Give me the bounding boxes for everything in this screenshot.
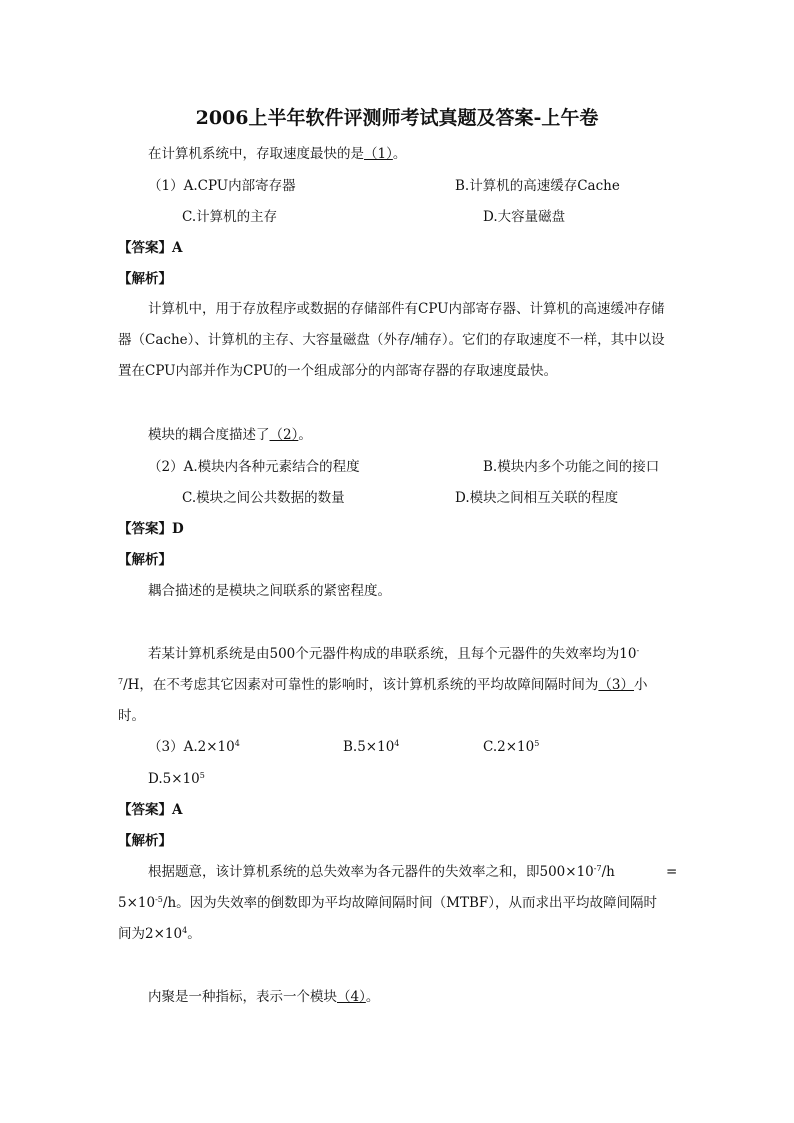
analysis-3-line2: $5\times 10^{-5}/h$。因为失效率的倒数即为平均故障间隔时间（MTBF），从而求出平均故障间隔时 bbox=[118, 895, 657, 911]
question-3-stem-line2: $^7$/H，在不考虑其它因素对可靠性的影响时，该计算机系统的平均故障间隔时间为（3）小 bbox=[118, 677, 648, 693]
option-2b: B.模块内多个功能之间的接口 bbox=[483, 459, 660, 475]
blank-4: （4） bbox=[337, 989, 366, 1005]
answer-2: 【答案】D bbox=[118, 521, 184, 537]
analysis-label-3: 【解析】 bbox=[118, 833, 172, 849]
blank-2: （2） bbox=[269, 427, 299, 443]
option-2c: C.模块之间公共数据的数量 bbox=[182, 490, 345, 506]
question-4-stem: 内聚是一种指标，表示一个模块（4）。 bbox=[148, 989, 380, 1005]
question-3-stem-line1: 若某计算机系统是由500个元器件构成的串联系统，且每个元器件的失效率均为10- bbox=[148, 646, 640, 662]
analysis-3-line1: 根据题意，该计算机系统的总失效率为各元器件的失效率之和，即$500\times 10^{-7}/h$ bbox=[148, 864, 615, 880]
option-3a: $(3)A.2\times 10^4$ bbox=[148, 739, 240, 755]
question-3-stem-line3: 时。 bbox=[118, 708, 145, 724]
option-3b: $B.5\times 10^4$ bbox=[343, 739, 400, 755]
option-1d: D.大容量磁盘 bbox=[483, 209, 566, 225]
answer-3: 【答案】A bbox=[118, 802, 183, 818]
page-title: 2006上半年软件评测师考试真题及答案-上午卷 bbox=[195, 107, 599, 129]
question-1-stem: 在计算机系统中，存取速度最快的是（1）。 bbox=[148, 146, 407, 162]
option-3c: $C.2\times 10^5$ bbox=[483, 739, 540, 755]
analysis-label-2: 【解析】 bbox=[118, 552, 172, 568]
analysis-3-equals: = bbox=[666, 864, 678, 880]
question-2-stem: 模块的耦合度描述了（2）。 bbox=[148, 427, 312, 443]
analysis-label-1: 【解析】 bbox=[118, 271, 172, 287]
option-3d: $D.5\times 10^5$ bbox=[148, 771, 205, 787]
option-2a: （2）A.模块内各种元素结合的程度 bbox=[148, 459, 360, 475]
option-2d: D.模块之间相互关联的程度 bbox=[455, 490, 619, 506]
analysis-2: 耦合描述的是模块之间联系的紧密程度。 bbox=[148, 583, 391, 599]
blank-1: （1） bbox=[364, 146, 393, 162]
option-1a: （1）A.CPU内部寄存器 bbox=[148, 178, 296, 194]
blank-3: （3） bbox=[598, 677, 635, 693]
option-1b: B.计算机的高速缓存Cache bbox=[455, 178, 620, 194]
analysis-1: 计算机中，用于存放程序或数据的存储部件有CPU内部寄存器、计算机的高速缓冲存储器（Cache）、计算机的主存、大容量磁盘（外存/辅存）。它们的存取速度不一样，其中以设置在CPU内部并作为CPU的一个组成部分的内部寄存器的存取速度最快。 bbox=[118, 301, 665, 379]
answer-1: 【答案】A bbox=[118, 240, 183, 256]
option-1c: C.计算机的主存 bbox=[182, 209, 278, 225]
analysis-3-line3: 间为$2\times 10^4$。 bbox=[118, 926, 201, 942]
